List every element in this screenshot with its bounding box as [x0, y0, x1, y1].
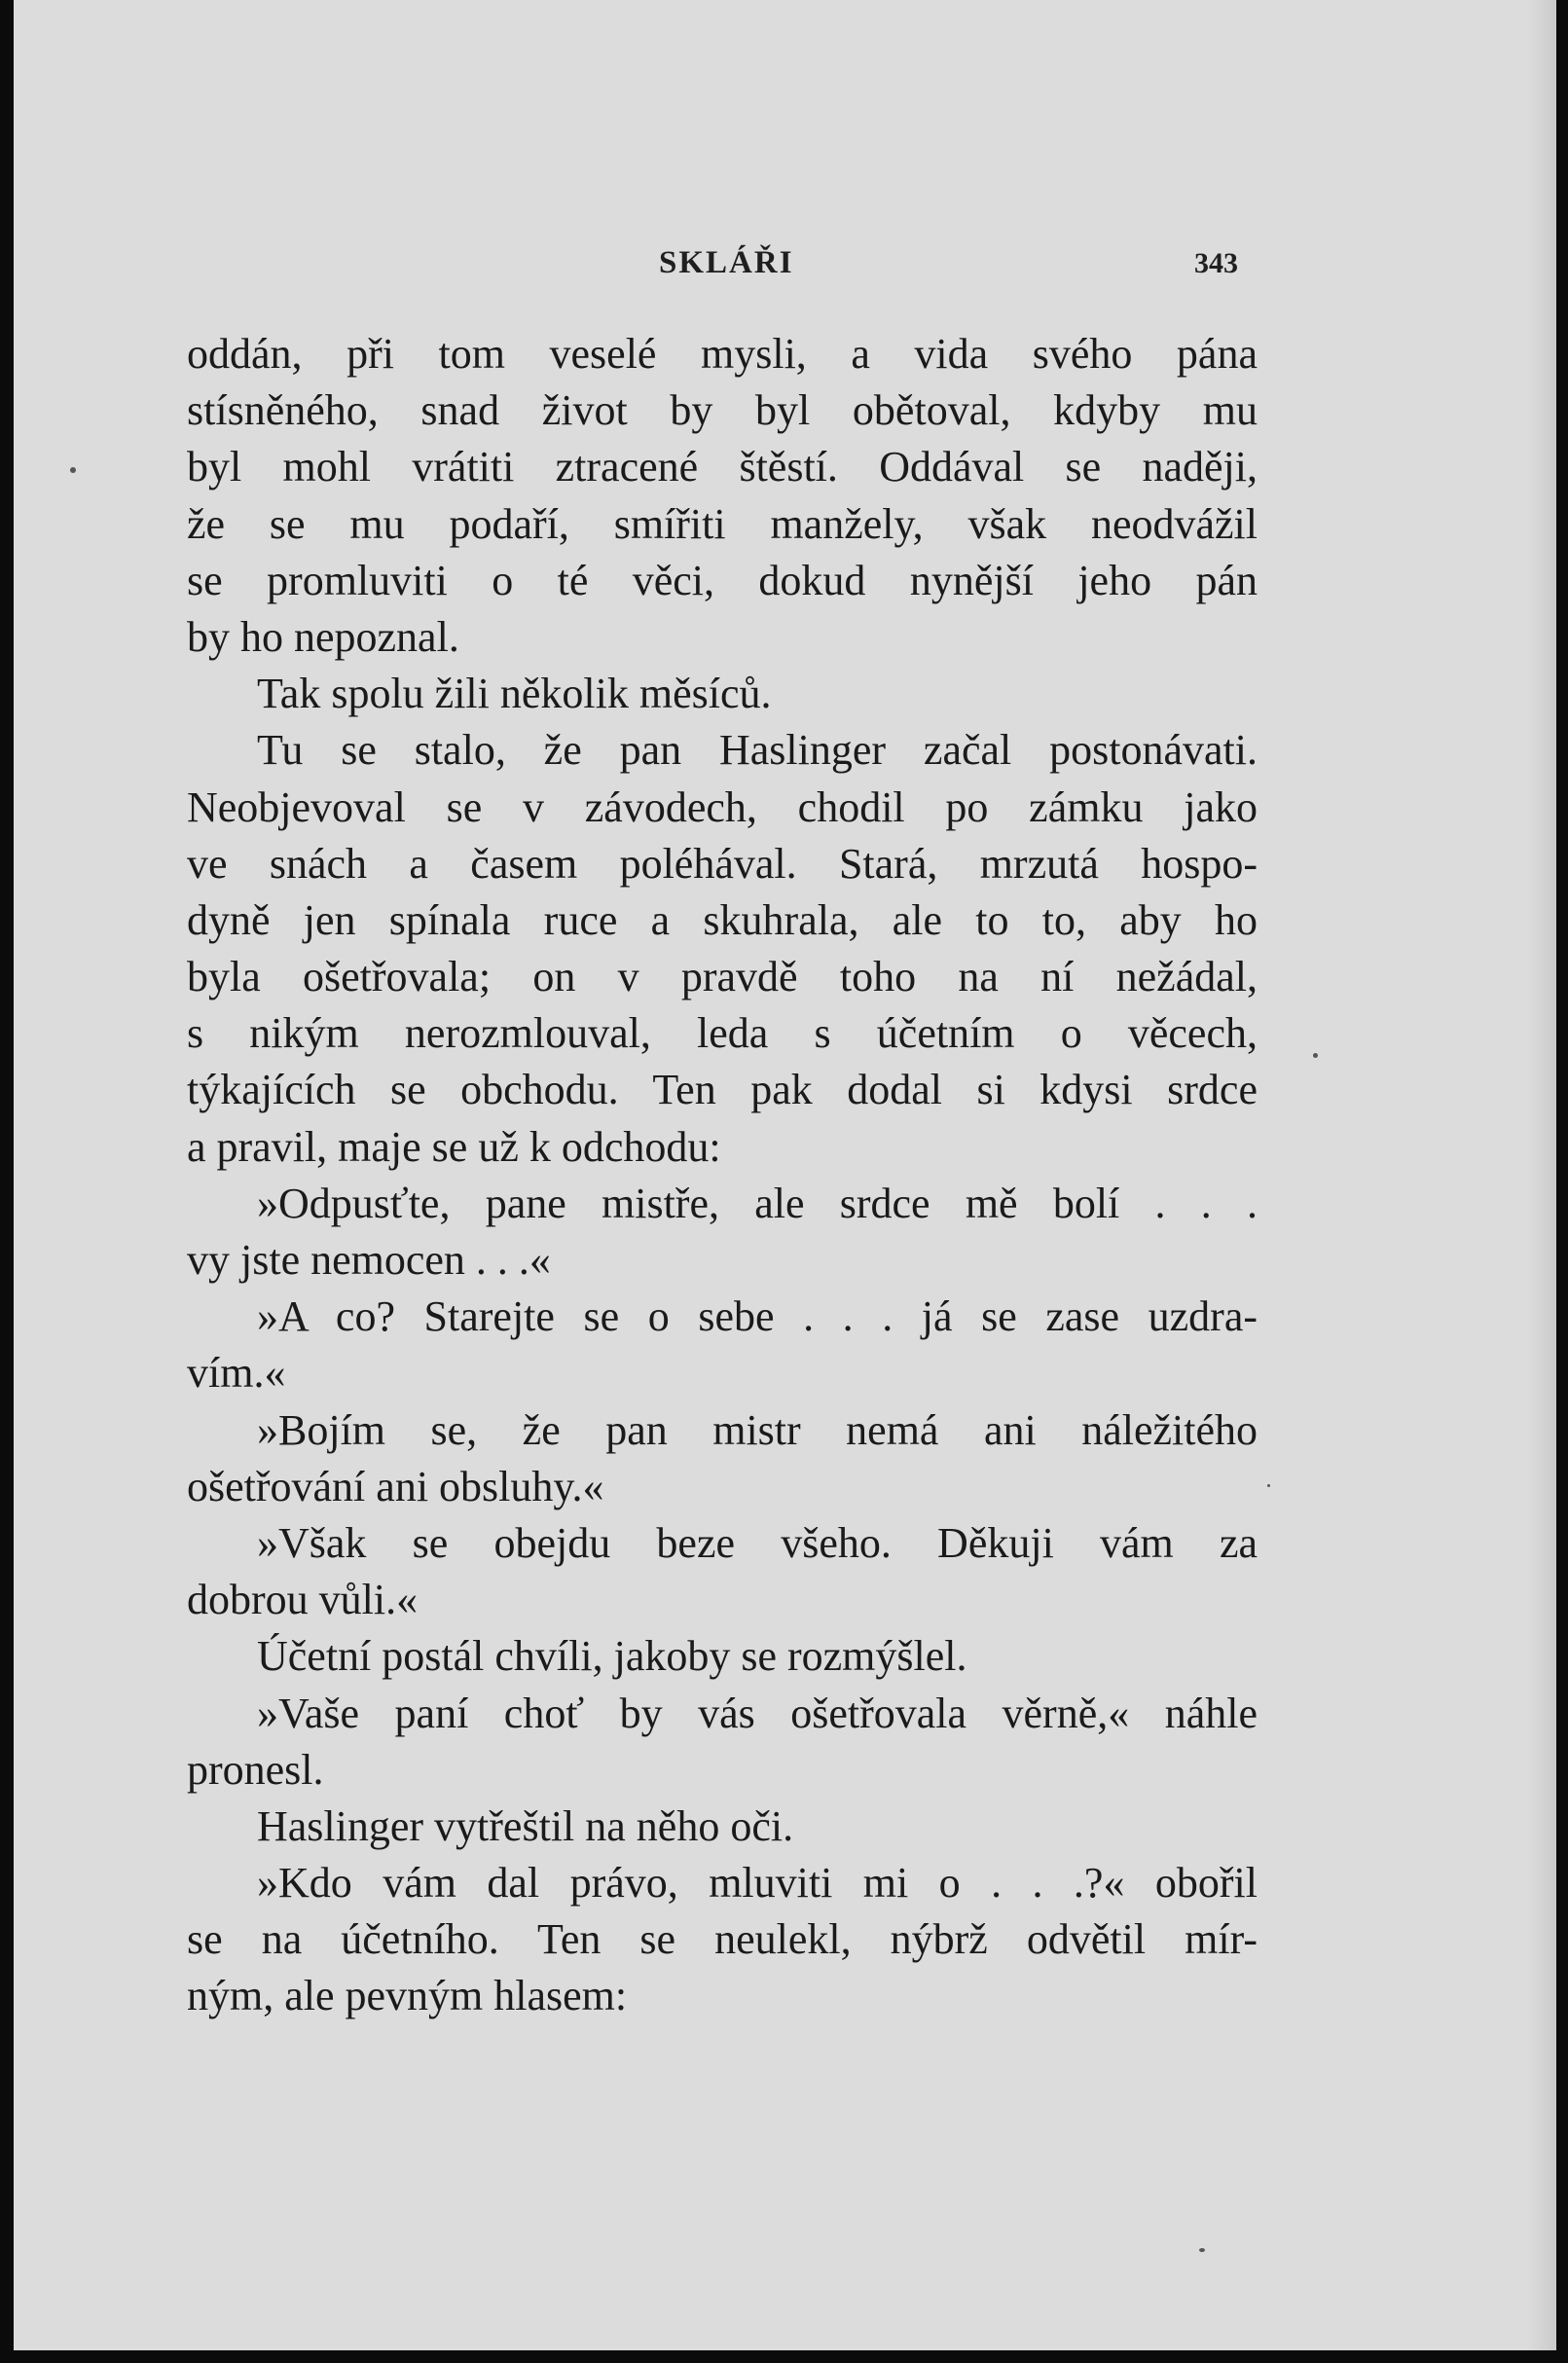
text-line: se na účetního. Ten se neulekl, nýbrž odvětil mír- [187, 1915, 1258, 1964]
text-line: dyně jen spínala ruce a skuhrala, ale to to, aby ho [187, 895, 1258, 944]
text-line: ným, ale pevným hlasem: [187, 1972, 628, 2020]
text-line: »Kdo vám dal právo, mluviti mi o . . .?« obořil [257, 1859, 1258, 1908]
scan-speck [1313, 1053, 1318, 1058]
text-line: stísněného, snad život by byl obětoval, kdyby mu [187, 386, 1258, 435]
text-line: dobrou vůli.« [187, 1576, 419, 1624]
text-line: vy jste nemocen . . .« [187, 1236, 551, 1284]
text-line: ve snách a časem poléhával. Stará, mrzutá hospo- [187, 839, 1258, 888]
scan-speck [1267, 1484, 1270, 1487]
page-edge-shadow [1527, 0, 1556, 2350]
text-line: Tu se stalo, že pan Haslinger začal postonávati. [257, 726, 1258, 775]
text-line: byl mohl vrátiti ztracené štěstí. Oddával se naději, [187, 443, 1258, 491]
text-line: Haslinger vytřeštil na něho oči. [257, 1801, 794, 1850]
text-line: Neobjevoval se v závodech, chodil po zámku jako [187, 782, 1258, 831]
text-line: se promluviti o té věci, dokud nynější jeho pán [187, 556, 1258, 604]
text-line: s nikým nerozmlouval, leda s účetním o věcech, [187, 1009, 1258, 1058]
text-line: Tak spolu žili několik měsíců. [257, 670, 772, 718]
text-line: »Vaše paní choť by vás ošetřovala věrně,« náhle [257, 1689, 1258, 1737]
text-line: a pravil, maje se už k odchodu: [187, 1122, 721, 1171]
text-line: týkajících se obchodu. Ten pak dodal si kdysi srdce [187, 1066, 1258, 1114]
text-line: pronesl. [187, 1745, 324, 1794]
text-line: »Odpusťte, pane mistře, ale srdce mě bolí . . . [257, 1179, 1258, 1227]
text-line: byla ošetřovala; on v pravdě toho na ní nežádal, [187, 953, 1258, 1001]
text-line: »A co? Starejte se o sebe . . . já se zase uzdra- [257, 1292, 1258, 1341]
text-line: »Však se obejdu beze všeho. Děkuji vám za [257, 1518, 1258, 1567]
text-line: oddán, při tom veselé mysli, a vida svého pána [187, 330, 1258, 378]
scan-speck [70, 467, 76, 473]
text-line: Účetní postál chvíli, jakoby se rozmýšlel. [257, 1632, 967, 1681]
running-header-title: SKLÁŘI [659, 245, 794, 280]
body-text [187, 326, 1258, 2025]
text-line: že se mu podaří, smířiti manžely, však neodvážil [187, 499, 1258, 548]
text-line: ošetřování ani obsluhy.« [187, 1462, 604, 1510]
text-line: vím.« [187, 1349, 286, 1398]
text-line: by ho nepoznal. [187, 612, 459, 661]
text-line: »Bojím se, že pan mistr nemá ani náležitého [257, 1405, 1258, 1454]
book-page [14, 0, 1556, 2350]
page-number: 343 [1194, 247, 1238, 279]
scan-speck [1199, 2248, 1205, 2252]
